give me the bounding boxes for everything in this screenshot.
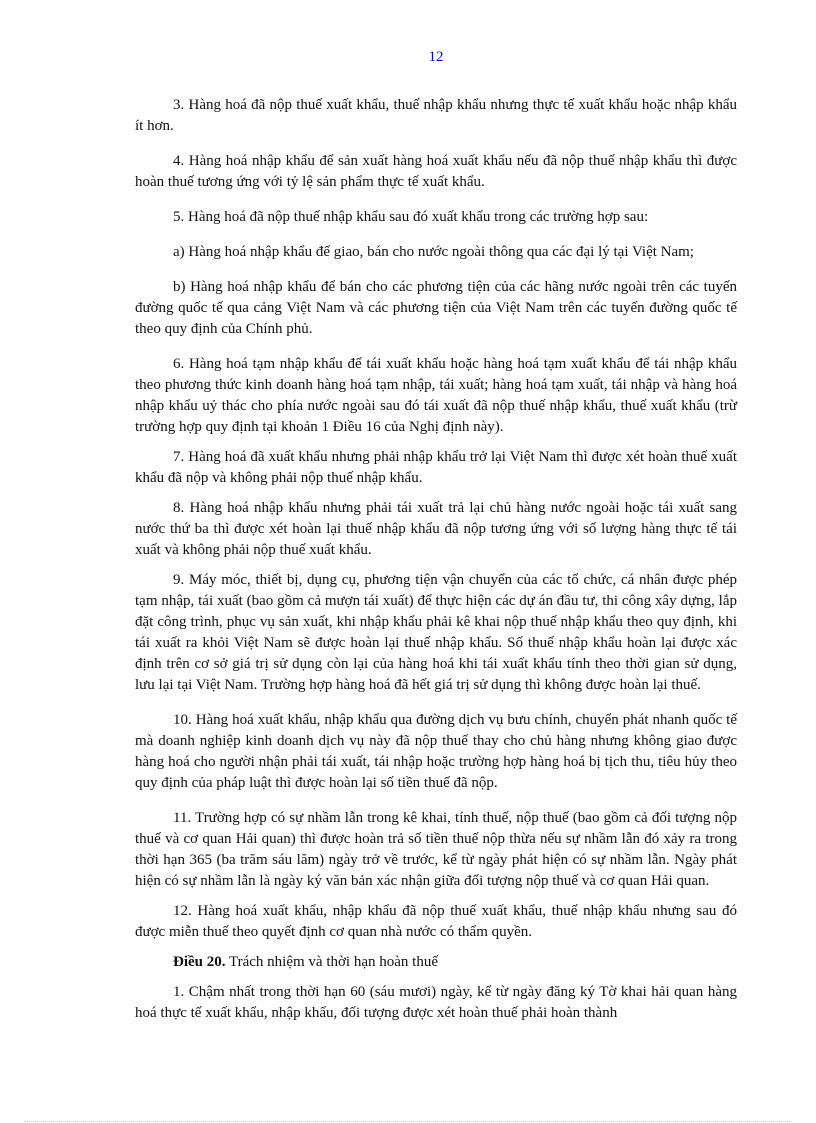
paragraph-item-5: 5. Hàng hoá đã nộp thuế nhập khẩu sau đó xuất khẩu trong các trường hợp sau: [173, 209, 649, 225]
article-number: Điều 20. [173, 954, 226, 970]
article-heading [135, 952, 737, 973]
page-number: 12 [428, 49, 444, 65]
article-title: Trách nhiệm và thời hạn hoàn thuế [225, 954, 438, 970]
paragraph-item-11: 11. Trường hợp có sự nhầm lẫn trong kê khai, tính thuế, nộp thuế (bao gồm cả đối tượng nộp thuế và cơ quan Hải quan) thì được hoàn trả số tiền thuế nộp thừa nếu sự nhầm lẫn đó xảy ra trong thời hạn 365 (ba trăm sáu lăm) ngày trở về trước, kể từ ngày phát hiện có sự nhầm lẫn. Ngày phát hiện có sự nhầm lẫn là ngày ký văn bản xác nhận giữa đối tượng nộp thuế và cơ quan Hải quan. [135, 810, 737, 889]
paragraph-item-10: 10. Hàng hoá xuất khẩu, nhập khẩu qua đường dịch vụ bưu chính, chuyển phát nhanh quốc tế mà doanh nghiệp kinh doanh dịch vụ này đã nộp thuế thay cho chủ hàng nhưng không giao được hàng hoá cho người nhận phải tái xuất, tái nhập hoặc trường hợp hàng hoá bị tịch thu, tiêu hủy theo quy định của pháp luật thì được hoàn lại số tiền thuế đã nộp. [135, 712, 737, 791]
paragraph-item-3: 3. Hàng hoá đã nộp thuế xuất khẩu, thuế nhập khẩu nhưng thực tế xuất khẩu hoặc nhập khẩu ít hơn. [135, 97, 737, 134]
paragraph-item-5b: b) Hàng hoá nhập khẩu để bán cho các phương tiện của các hãng nước ngoài trên các tuyến đường quốc tế qua cảng Việt Nam và các phương tiện của Việt Nam trên các tuyến đường quốc tế theo quy định của Chính phủ. [135, 279, 737, 337]
paragraph-item-5a: a) Hàng hoá nhập khẩu để giao, bán cho nước ngoài thông qua các đại lý tại Việt Nam; [173, 244, 694, 260]
page-bottom-divider [24, 1121, 792, 1122]
paragraph-item-7: 7. Hàng hoá đã xuất khẩu nhưng phải nhập khẩu trở lại Việt Nam thì được xét hoàn thuế xuất khẩu đã nộp và không phải nộp thuế nhập khẩu. [135, 449, 737, 486]
paragraph-item-8: 8. Hàng hoá nhập khẩu nhưng phải tái xuất trả lại chủ hàng nước ngoài hoặc tái xuất sang nước thứ ba thì được xét hoàn lại thuế nhập khẩu đã nộp tương ứng với số lượng hàng thực tế tái xuất và không phải nộp thuế xuất khẩu. [135, 500, 737, 558]
article-paragraph-1: 1. Chậm nhất trong thời hạn 60 (sáu mươi) ngày, kể từ ngày đăng ký Tờ khai hải quan hàng hoá thực tế xuất khẩu, nhập khẩu, đối tượng được xét hoàn thuế phải hoàn thành [135, 984, 737, 1021]
paragraph-item-12: 12. Hàng hoá xuất khẩu, nhập khẩu đã nộp thuế xuất khẩu, thuế nhập khẩu nhưng sau đó được miễn thuế theo quyết định cơ quan nhà nước có thẩm quyền. [135, 903, 737, 940]
document-body [135, 95, 737, 1038]
paragraph-item-6: 6. Hàng hoá tạm nhập khẩu để tái xuất khẩu hoặc hàng hoá tạm xuất khẩu để tái nhập khẩu theo phương thức kinh doanh hàng hoá tạm nhập, tái xuất; hàng hoá tạm xuất, tái nhập và hàng hoá nhập khẩu uỷ thác cho phía nước ngoài sau đó tái xuất đã nộp thuế nhập khẩu, thuế xuất khẩu (trừ trường hợp quy định tại khoản 1 Điều 16 của Nghị định này). [135, 356, 737, 435]
paragraph-item-9: 9. Máy móc, thiết bị, dụng cụ, phương tiện vận chuyển của các tổ chức, cá nhân được phép tạm nhập, tái xuất (bao gồm cả mượn tái xuất) để thực hiện các dự án đầu tư, thi công xây dựng, lắp đặt công trình, phục vụ sản xuất, khi nhập khẩu phải kê khai nộp thuế nhập khẩu theo quy định, khi tái xuất ra khỏi Việt Nam sẽ được hoàn lại thuế nhập khẩu. Số thuế nhập khẩu hoàn lại được xác định trên cơ sở giá trị sử dụng còn lại của hàng hoá khi tái xuất khẩu tính theo thời gian sử dụng, lưu lại tại Việt Nam. Trường hợp hàng hoá đã hết giá trị sử dụng thì không được hoàn lại thuế. [135, 572, 737, 693]
paragraph-item-4: 4. Hàng hoá nhập khẩu để sản xuất hàng hoá xuất khẩu nếu đã nộp thuế nhập khẩu thì được hoàn thuế tương ứng với tỷ lệ sản phẩm thực tế xuất khẩu. [135, 153, 737, 190]
